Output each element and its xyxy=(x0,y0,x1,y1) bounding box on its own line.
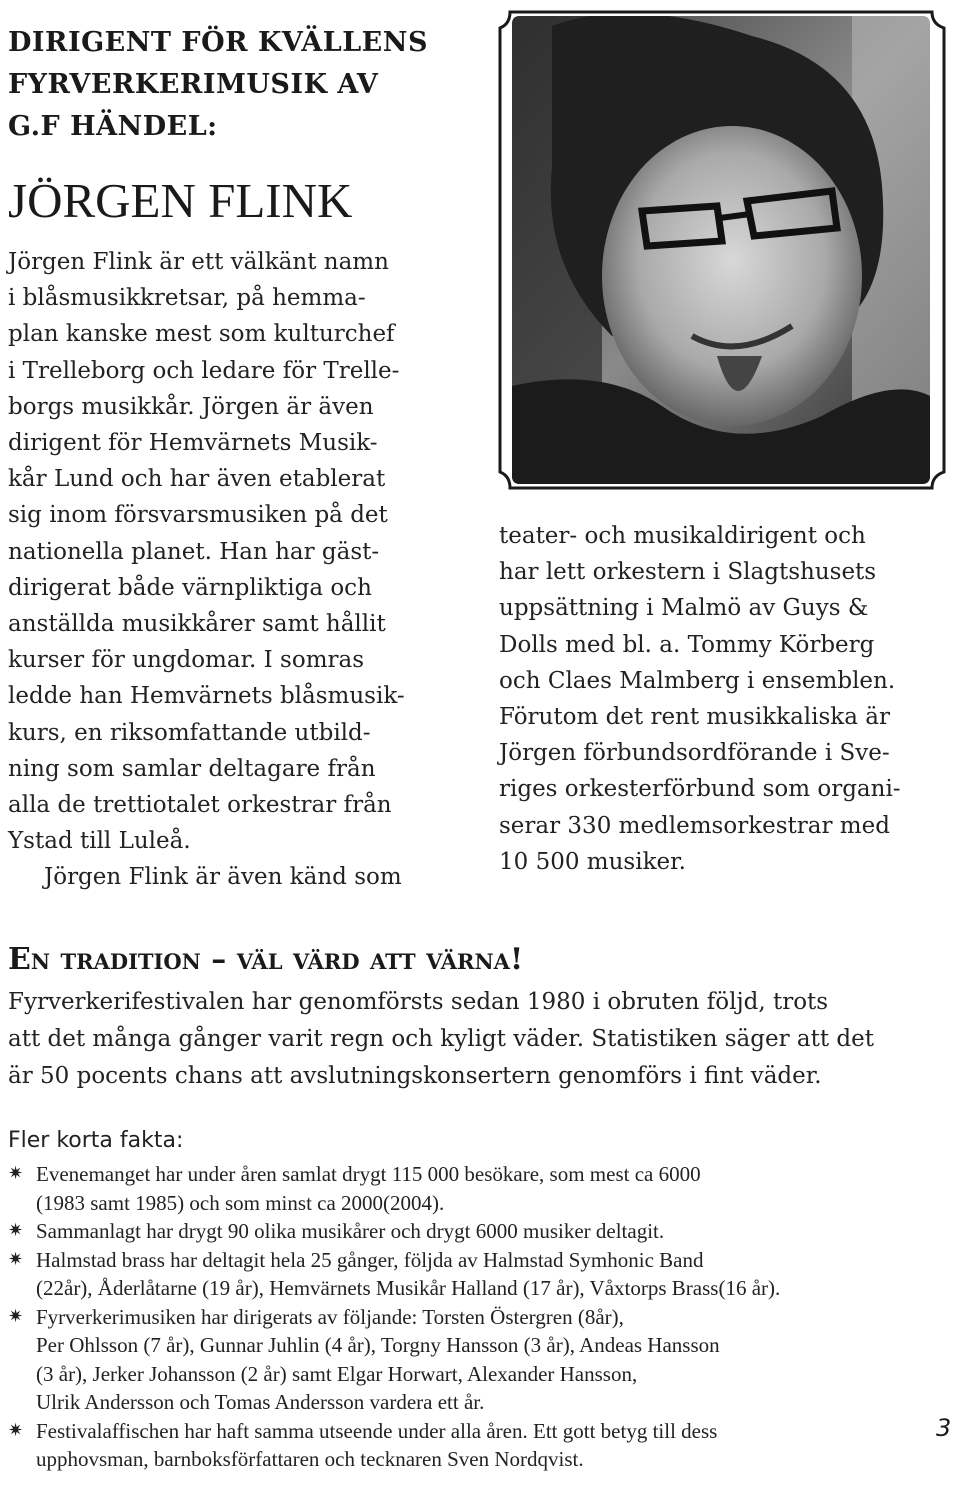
text-line: Ulrik Andersson och Tomas Andersson vardera ett år. xyxy=(36,1390,485,1414)
text-line: 10 500 musiker. xyxy=(499,848,686,875)
text-line: riges orkesterförbund som organi- xyxy=(499,776,901,803)
page-number: 3 xyxy=(936,1414,952,1442)
text-line: är 50 pocents chans att avslutningskonsertern genomförs i fint väder. xyxy=(8,1063,822,1089)
text-line: Festivalaffischen har haft samma utseende under alla åren. Ett gott betyg till dess xyxy=(36,1418,718,1443)
text-line: (22år), Åderlåtarne (19 år), Hemvärnets Musikår Halland (17 år), Våxtorps Brass(16 år). xyxy=(36,1276,781,1300)
article-kicker xyxy=(8,22,478,148)
asterisk-bullet-icon: ✷ xyxy=(8,1163,24,1184)
text-line: uppsättning i Malmö av Guys & xyxy=(499,595,869,622)
list-item xyxy=(8,1246,953,1303)
left-column-text xyxy=(8,244,483,896)
facts-list xyxy=(8,1160,953,1474)
list-item xyxy=(8,1417,953,1474)
text-line: Förutom det rent musikkaliska är xyxy=(499,704,890,731)
asterisk-bullet-icon: ✷ xyxy=(8,1419,24,1441)
text-line: Dolls med bl. a. Tommy Körberg xyxy=(499,631,875,658)
text-line: ning som samlar deltagare från xyxy=(8,755,376,782)
facts-heading: Fler korta fakta: xyxy=(8,1128,184,1153)
tradition-body xyxy=(8,984,958,1095)
text-line: (1983 samt 1985) och som minst ca 2000(2004). xyxy=(36,1190,445,1215)
text-line: plan kanske mest som kulturchef xyxy=(8,321,395,348)
text-line: alla de trettiotalet orkestrar från xyxy=(8,792,392,819)
text-line: anställda musikkårer samt hållit xyxy=(8,611,386,638)
text-line: Jörgen Flink är ett välkänt namn xyxy=(8,249,389,275)
text-line: nationella planet. Han har gäst- xyxy=(8,538,380,565)
text-line: upphovsman, barnboksförfattaren och tecknaren Sven Nordqvist. xyxy=(36,1447,584,1471)
text-line: Fyrverkerifestivalen har genomförsts sedan 1980 i obruten följd, trots xyxy=(8,989,829,1015)
text-line: Sammanlagt har drygt 90 olika musikårer och drygt 6000 musiker deltagit. xyxy=(36,1219,665,1243)
text-line: kurs, en riksomfattande utbild- xyxy=(8,719,371,746)
asterisk-bullet-icon: ✷ xyxy=(8,1248,24,1270)
text-line: borgs musikkår. Jörgen är även xyxy=(8,393,374,420)
text-line: Per Ohlsson (7 år), Gunnar Juhlin (4 år), Torgny Hansson (3 år), Andeas Hansson xyxy=(36,1333,720,1357)
right-column-text xyxy=(499,518,954,880)
asterisk-bullet-icon: ✷ xyxy=(8,1305,24,1327)
kicker-line: FYRVERKERIMUSIK AV xyxy=(8,69,379,100)
text-line: att det många gånger varit regn och kyligt väder. Statistiken säger att det xyxy=(8,1026,874,1052)
text-line: Ystad till Luleå. xyxy=(8,828,191,855)
text-line: Halmstad brass har deltagit hela 25 gånger, följda av Halmstad Symhonic Band xyxy=(36,1247,704,1272)
list-item xyxy=(8,1303,953,1417)
text-line: Jörgen Flink är även känd som xyxy=(44,864,402,891)
person-name-title: JÖRGEN FLINK xyxy=(8,173,353,228)
text-line: teater- och musikaldirigent och xyxy=(499,523,866,549)
text-line: dirigerat både värnpliktiga och xyxy=(8,574,372,601)
text-line: Fyrverkerimusiken har dirigerats av följande: Torsten Östergren (8år), xyxy=(36,1304,624,1329)
kicker-line: DIRIGENT FÖR KVÄLLENS xyxy=(8,27,428,58)
text-line: (3 år), Jerker Johansson (2 år) samt Elgar Horwart, Alexander Hansson, xyxy=(36,1361,638,1386)
kicker-line: G.F HÄNDEL: xyxy=(8,111,218,142)
portrait-photo xyxy=(492,6,950,496)
text-line: serar 330 medlemsorkestrar med xyxy=(499,812,890,839)
text-line: har lett orkestern i Slagtshusets xyxy=(499,559,877,586)
text-line: Jörgen förbundsordförande i Sve- xyxy=(499,740,890,767)
text-line: Evenemanget har under åren samlat drygt 115 000 besökare, som mest ca 6000 xyxy=(36,1162,701,1186)
list-item xyxy=(8,1217,953,1246)
text-line: i Trelleborg och ledare för Trelle- xyxy=(8,357,400,384)
text-line: kurser för ungdomar. I somras xyxy=(8,647,365,674)
text-line: i blåsmusikkretsar, på hemma- xyxy=(8,285,366,312)
list-item xyxy=(8,1160,953,1217)
asterisk-bullet-icon: ✷ xyxy=(8,1220,24,1241)
text-line: dirigent för Hemvärnets Musik- xyxy=(8,430,378,457)
text-line: ledde han Hemvärnets blåsmusik- xyxy=(8,683,405,710)
text-line: sig inom försvarsmusiken på det xyxy=(8,502,388,529)
text-line: och Claes Malmberg i ensemblen. xyxy=(499,667,896,694)
tradition-heading: En tradition – väl värd att värna! xyxy=(8,942,524,977)
text-line: kår Lund och har även etablerat xyxy=(8,466,386,493)
